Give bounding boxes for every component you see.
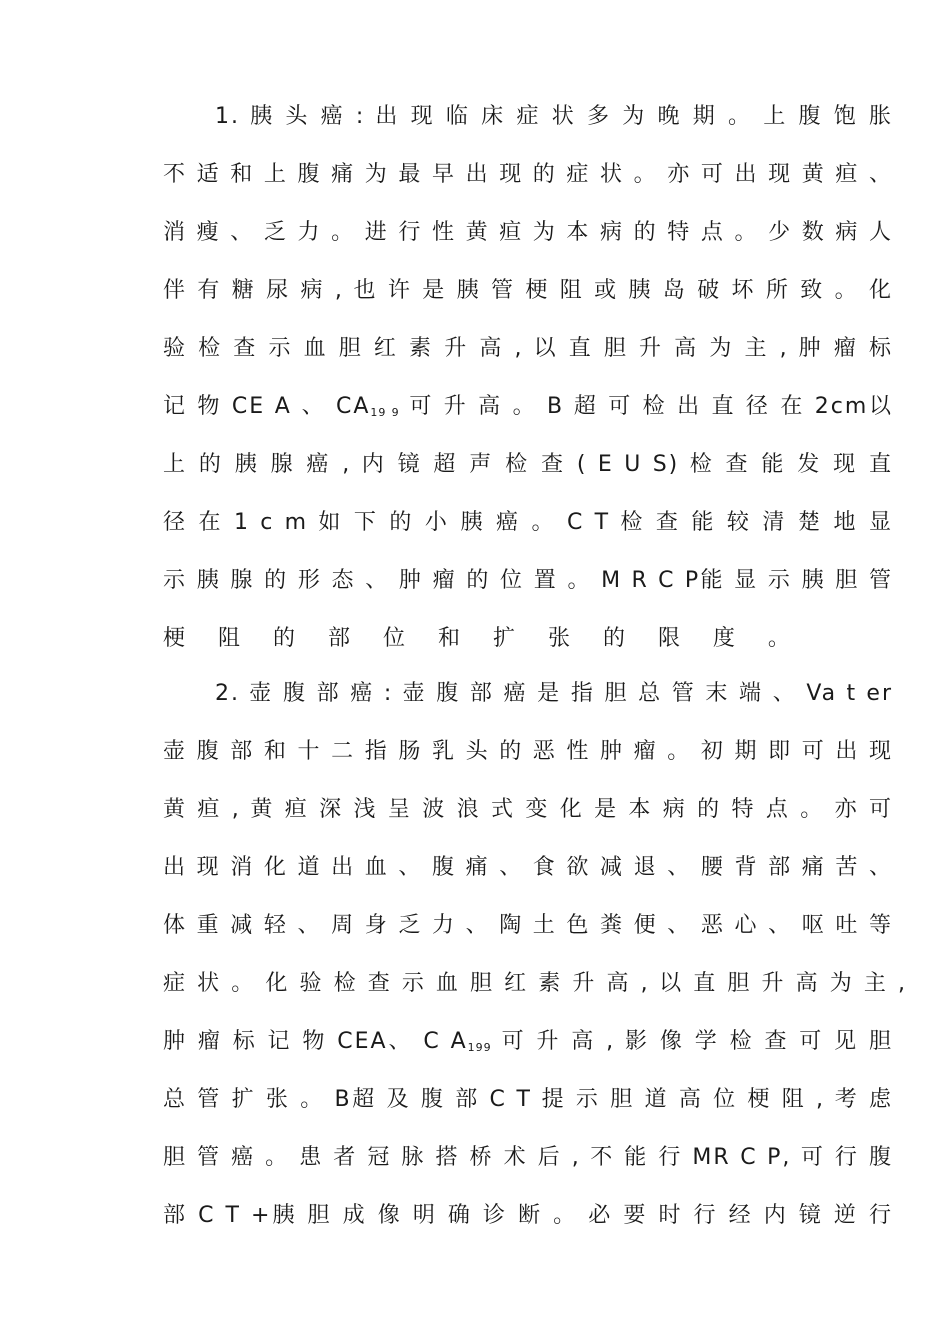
paragraph-2-line-1: 2. 壶 腹 部 癌 : 壶 腹 部 癌 是 指 胆 总 管 末 端 、 Va t er	[215, 681, 893, 706]
paragraph-1-line-5: 验 检 查 示 血 胆 红 素 升 高 , 以 直 胆 升 高 为 主 , 肿 瘤 标	[163, 336, 893, 361]
line-text-before: 记 物 CE A 、 CA	[163, 394, 371, 419]
paragraph-2-line-7	[163, 1026, 893, 1058]
paragraph-2-line-10: 部 C T +胰 胆 成 像 明 确 诊 断 。 必 要 时 行 经 内 镜 逆 行	[163, 1203, 893, 1228]
paragraph-2-line-2: 壶 腹 部 和 十 二 指 肠 乳 头 的 恶 性 肿 瘤 。 初 期 即 可 出 现	[163, 739, 893, 764]
paragraph-1-line-3: 消 瘦 、 乏 力 。 进 行 性 黄 疸 为 本 病 的 特 点 。 少 数 病 人	[163, 220, 893, 245]
line-text-before: 肿 瘤 标 记 物 CEA、 C A	[163, 1029, 468, 1054]
subscript-199: 19 9	[370, 406, 400, 419]
paragraph-2-line-3: 黄 疸 , 黄 疸 深 浅 呈 波 浪 式 变 化 是 本 病 的 特 点 。 亦 可	[163, 797, 893, 822]
paragraph-1-line-1: 1. 胰 头 癌 : 出 现 临 床 症 状 多 为 晚 期 。 上 腹 饱 胀	[215, 104, 893, 129]
paragraph-1-line-9: 示 胰 腺 的 形 态 、 肿 瘤 的 位 置 。 M R C P能 显 示 胰 胆 管	[163, 568, 893, 593]
paragraph-2-line-8: 总 管 扩 张 。 B超 及 腹 部 C T 提 示 胆 道 高 位 梗 阻 , 考 虑	[163, 1087, 893, 1112]
paragraph-1-line-2: 不 适 和 上 腹 痛 为 最 早 出 现 的 症 状 。 亦 可 出 现 黄 疸 、	[163, 162, 893, 187]
paragraph-1-line-10: 梗 阻 的 部 位 和 扩 张 的 限 度 。	[163, 626, 803, 651]
line-text-after: 可 升 高 , 影 像 学 检 查 可 见 胆	[491, 1029, 893, 1054]
paragraph-1-line-4: 伴 有 糖 尿 病 , 也 许 是 胰 管 梗 阻 或 胰 岛 破 坏 所 致 。 化	[163, 278, 893, 303]
paragraph-2-line-9: 胆 管 癌 。 患 者 冠 脉 搭 桥 术 后 , 不 能 行 MR C P, 可 行 腹	[163, 1145, 893, 1170]
paragraph-1-line-8: 径 在 1 c m 如 下 的 小 胰 癌 。 C T 检 查 能 较 清 楚 地 显	[163, 510, 893, 535]
subscript-199: 199	[467, 1041, 492, 1054]
paragraph-2-line-5: 体 重 减 轻 、 周 身 乏 力 、 陶 土 色 粪 便 、 恶 心 、 呕 吐 等	[163, 913, 893, 938]
paragraph-2-line-6: 症 状 。 化 验 检 查 示 血 胆 红 素 升 高 , 以 直 胆 升 高 为 主 ,	[163, 971, 907, 996]
paragraph-2-line-4: 出 现 消 化 道 出 血 、 腹 痛 、 食 欲 减 退 、 腰 背 部 痛 苦 、	[163, 855, 893, 880]
paragraph-1-line-7: 上 的 胰 腺 癌 , 内 镜 超 声 检 查 ( E U S) 检 查 能 发 现 直	[163, 452, 893, 477]
paragraph-1-line-6	[163, 391, 893, 423]
line-text-after: 可 升 高 。 B 超 可 检 出 直 径 在 2cm以	[399, 394, 893, 419]
